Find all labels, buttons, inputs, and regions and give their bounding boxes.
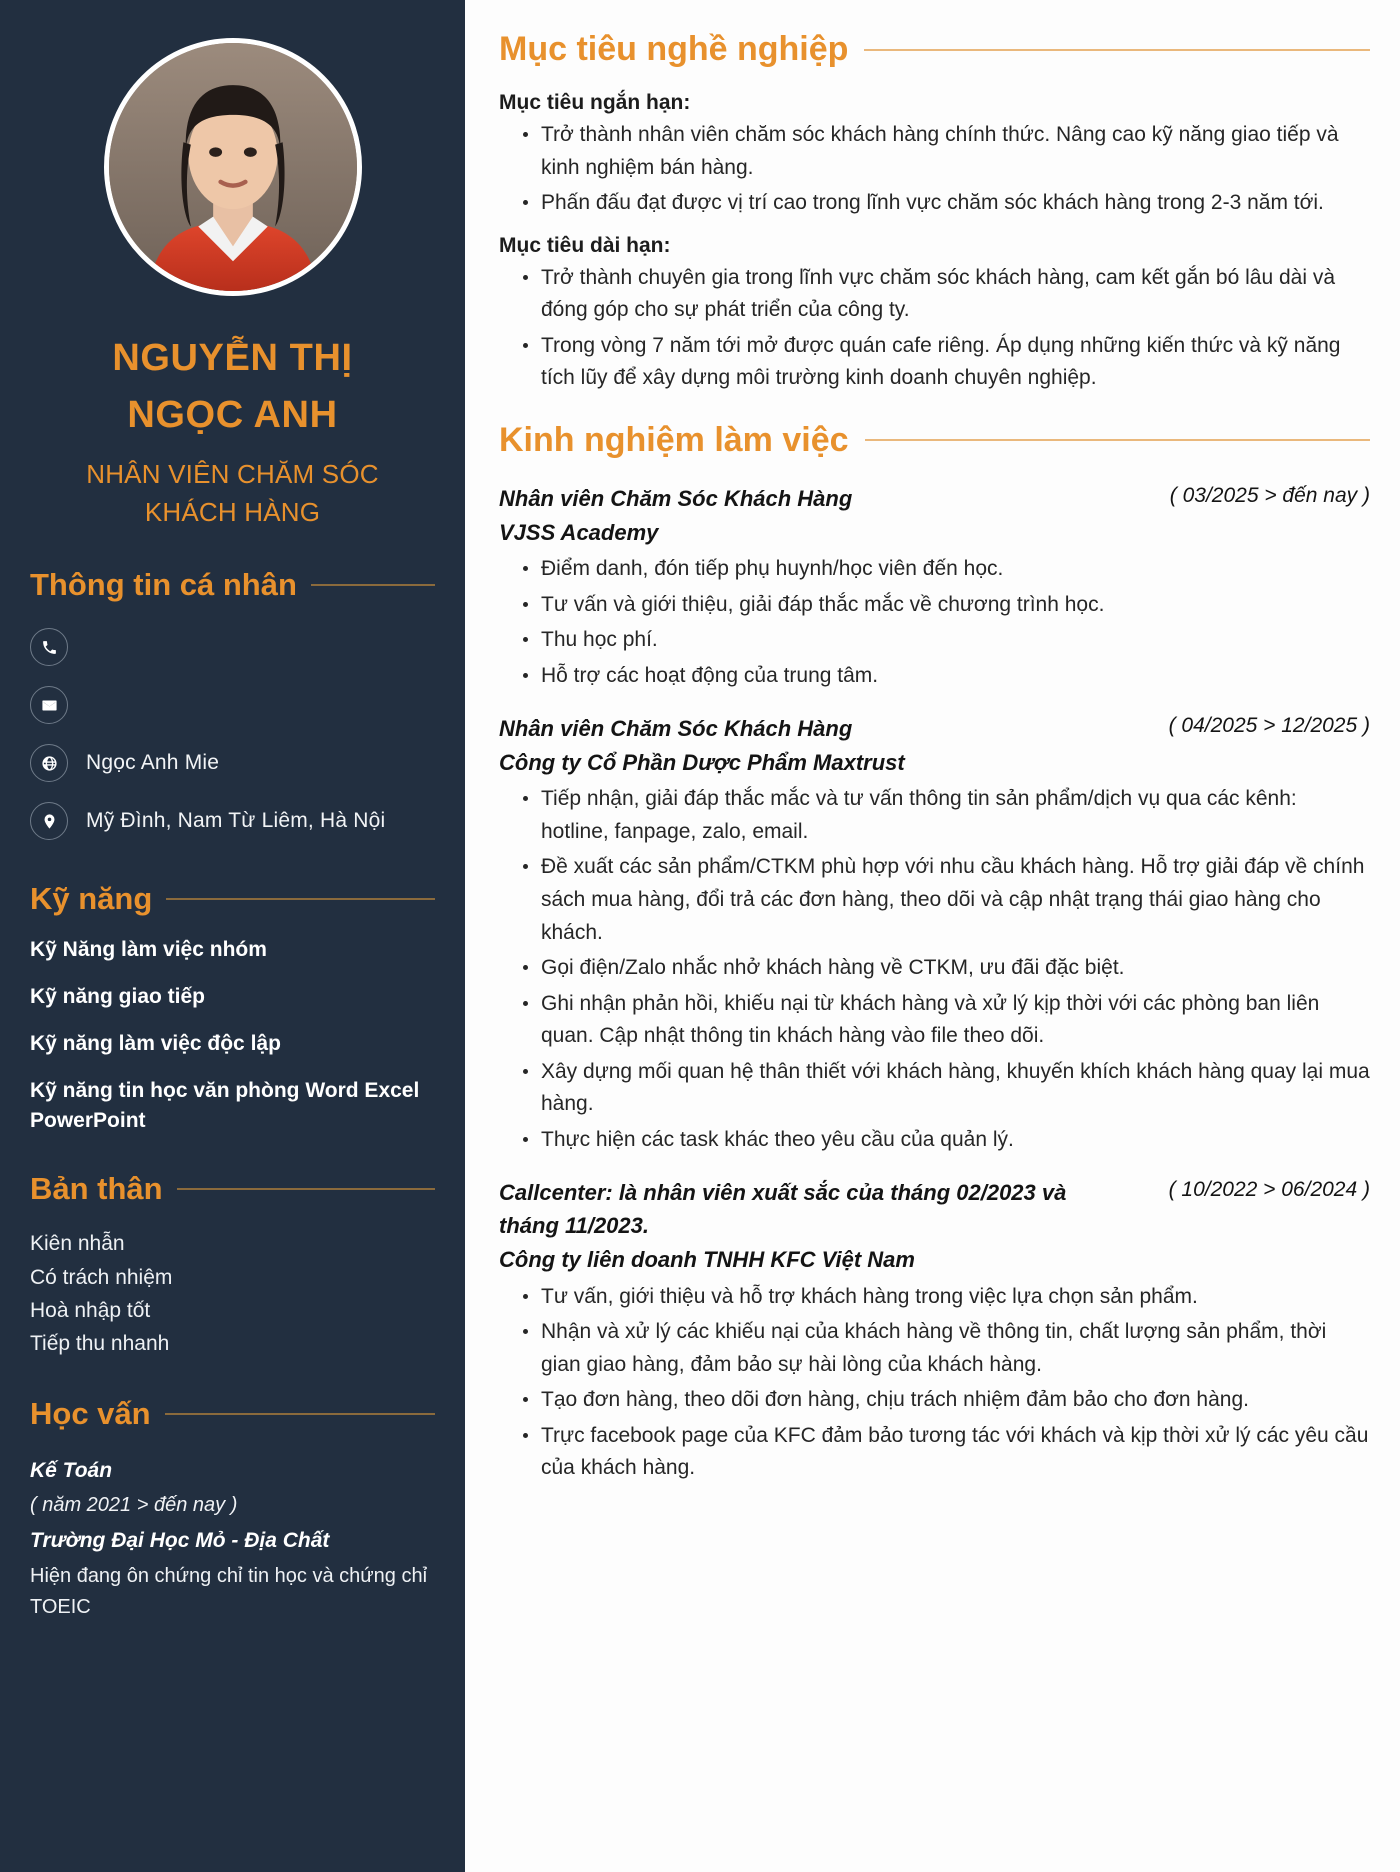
objective-heading: Mục tiêu nghề nghiệp (499, 30, 849, 68)
phone-icon (30, 628, 68, 666)
list-item: Kiên nhẫn (30, 1232, 125, 1256)
main-content (465, 0, 1400, 1872)
list-item: Tư vấn, giới thiệu và hỗ trợ khách hàng trong việc lựa chọn sản phẩm. (523, 1281, 1370, 1314)
heading-rule (177, 1188, 435, 1190)
list-item: Gọi điện/Zalo nhắc nhở khách hàng về CTKM, ưu đãi đặc biệt. (523, 952, 1370, 985)
experience-duties (499, 783, 1370, 1156)
education-major: Kế Toán (30, 1459, 113, 1483)
list-item: Phấn đấu đạt được vị trí cao trong lĩnh vực chăm sóc khách hàng trong 2-3 năm tới. (523, 187, 1370, 220)
heading-rule (865, 439, 1370, 441)
contact-row-phone[interactable] (30, 623, 435, 671)
envelope-icon (30, 686, 68, 724)
list-item: Trực facebook page của KFC đảm bảo tương tác với khách và kịp thời xử lý các yêu cầu của khách hàng. (523, 1420, 1370, 1485)
education-note: Hiện đang ôn chứng chỉ tin học và chứng chỉ TOEIC (30, 1565, 428, 1619)
traits-list (30, 1227, 435, 1360)
list-item: Có trách nhiệm (30, 1265, 173, 1289)
heading-rule (166, 898, 435, 900)
list-item: Kỹ năng tin học văn phòng Word Excel PowerPoint (30, 1078, 420, 1132)
list-item: Tiếp thu nhanh (30, 1331, 170, 1355)
skills-heading: Kỹ năng (30, 881, 153, 917)
address-value: Mỹ Đình, Nam Từ Liêm, Hà Nội (86, 809, 386, 833)
education-block (30, 1454, 435, 1623)
long-term-label: Mục tiêu dài hạn: (499, 233, 671, 257)
objective-short-term (499, 91, 1370, 220)
section-header-skills (30, 881, 435, 917)
list-item: Kỹ năng làm việc độc lập (30, 1032, 281, 1055)
section-header-traits (30, 1171, 435, 1207)
list-item: Hỗ trợ các hoạt động của trung tâm. (523, 660, 1370, 693)
contact-row-email[interactable] (30, 681, 435, 729)
portrait-photo-icon (109, 43, 357, 291)
contact-heading: Thông tin cá nhân (30, 567, 297, 603)
education-years: ( năm 2021 > đến nay ) (30, 1493, 238, 1516)
traits-heading: Bản thân (30, 1171, 163, 1207)
list-item: Tạo đơn hàng, theo dõi đơn hàng, chịu trách nhiệm đảm bảo cho đơn hàng. (523, 1384, 1370, 1417)
experience-entry (499, 1176, 1370, 1484)
list-item: Kỹ năng giao tiếp (30, 985, 206, 1009)
list-item: Trở thành chuyên gia trong lĩnh vực chăm sóc khách hàng, cam kết gắn bó lâu dài và đóng góp cho sự phát triển của công ty. (523, 262, 1370, 327)
globe-icon (30, 744, 68, 782)
experience-heading: Kinh nghiệm làm việc (499, 420, 849, 459)
list-item: Trong vòng 7 năm tới mở được quán cafe riêng. Áp dụng những kiến thức và kỹ năng tích lũy để xây dựng môi trường kinh doanh chuyên nghiệp. (523, 330, 1370, 395)
contact-row-address[interactable] (30, 797, 435, 845)
section-header-education (30, 1396, 435, 1432)
experience-date: ( 04/2025 > 12/2025 ) (1168, 714, 1370, 738)
list-item: Ghi nhận phản hồi, khiếu nại từ khách hàng và xử lý kịp thời với các phòng ban liên quan. Cập nhật thông tin khách hàng vào file theo dõi. (523, 988, 1370, 1053)
short-term-list (499, 119, 1370, 220)
education-school: Trường Đại Học Mỏ - Địa Chất (30, 1528, 330, 1552)
experience-entry (499, 482, 1370, 692)
experience-org: Công ty liên doanh TNHH KFC Việt Nam (499, 1247, 915, 1273)
list-item: Thực hiện các task khác theo yêu cầu của quản lý. (523, 1124, 1370, 1157)
first-name: NGUYỄN THỊ (112, 337, 353, 379)
location-pin-icon (30, 802, 68, 840)
avatar-wrap (30, 38, 435, 296)
avatar (104, 38, 362, 296)
job-title-line2: KHÁCH HÀNG (144, 496, 321, 527)
experience-org: VJSS Academy (499, 519, 659, 545)
education-heading: Học vấn (30, 1396, 151, 1432)
heading-rule (311, 584, 435, 586)
experience-role: Callcenter: là nhân viên xuất sắc của tháng 02/2023 và tháng 11/2023. (499, 1180, 1067, 1239)
heading-rule (165, 1413, 435, 1415)
contact-list (30, 623, 435, 845)
list-item: Kỹ Năng làm việc nhóm (30, 938, 267, 962)
objective-long-term (499, 234, 1370, 395)
experience-duties (499, 553, 1370, 692)
long-term-list (499, 262, 1370, 395)
experience-org: Công ty Cổ Phần Dược Phẩm Maxtrust (499, 750, 905, 776)
list-item: Xây dựng mối quan hệ thân thiết với khách hàng, khuyến khích khách hàng quay lại mua hàng. (523, 1056, 1370, 1121)
section-header-contact (30, 567, 435, 603)
experience-entry (499, 712, 1370, 1156)
list-item: Trở thành nhân viên chăm sóc khách hàng chính thức. Nâng cao kỹ năng giao tiếp và kinh nghiệm bán hàng. (523, 119, 1370, 184)
section-header-experience (499, 421, 1370, 460)
experience-duties (499, 1281, 1370, 1485)
sidebar (0, 0, 465, 1872)
job-title-line1: NHÂN VIÊN CHĂM SÓC (86, 459, 379, 489)
list-item: Hoà nhập tốt (30, 1298, 151, 1322)
experience-role: Nhân viên Chăm Sóc Khách Hàng (499, 716, 853, 742)
experience-date: ( 03/2025 > đến nay ) (1169, 483, 1370, 507)
list-item: Tư vấn và giới thiệu, giải đáp thắc mắc về chương trình học. (523, 589, 1370, 622)
experience-header (499, 1176, 1370, 1242)
experience-date: ( 10/2022 > 06/2024 ) (1168, 1178, 1370, 1202)
short-term-label: Mục tiêu ngắn hạn: (499, 91, 691, 114)
list-item: Đề xuất các sản phẩm/CTKM phù hợp với nhu cầu khách hàng. Hỗ trợ giải đáp về chính sách mua hàng, đổi trả các đơn hàng, theo dõi và cập nhật trạng thái giao hàng cho khách. (523, 851, 1370, 949)
experience-header (499, 482, 1370, 515)
heading-rule (864, 49, 1370, 51)
list-item: Nhận và xử lý các khiếu nại của khách hàng về thông tin, chất lượng sản phẩm, thời gian giao hàng, đảm bảo sự hài lòng của khách hàng. (523, 1316, 1370, 1381)
list-item: Điểm danh, đón tiếp phụ huynh/học viên đến học. (523, 553, 1370, 586)
list-item: Thu học phí. (523, 624, 1370, 657)
experience-role: Nhân viên Chăm Sóc Khách Hàng (499, 485, 853, 511)
experience-header (499, 712, 1370, 745)
contact-row-website[interactable] (30, 739, 435, 787)
website-value: Ngọc Anh Mie (86, 751, 220, 775)
last-name: NGỌC ANH (127, 394, 338, 436)
list-item: Tiếp nhận, giải đáp thắc mắc và tư vấn thông tin sản phẩm/dịch vụ qua các kênh: hotline, fanpage, zalo, email. (523, 783, 1370, 848)
section-header-objective (499, 30, 1370, 69)
skills-list (30, 935, 435, 1135)
name-block (30, 330, 435, 531)
